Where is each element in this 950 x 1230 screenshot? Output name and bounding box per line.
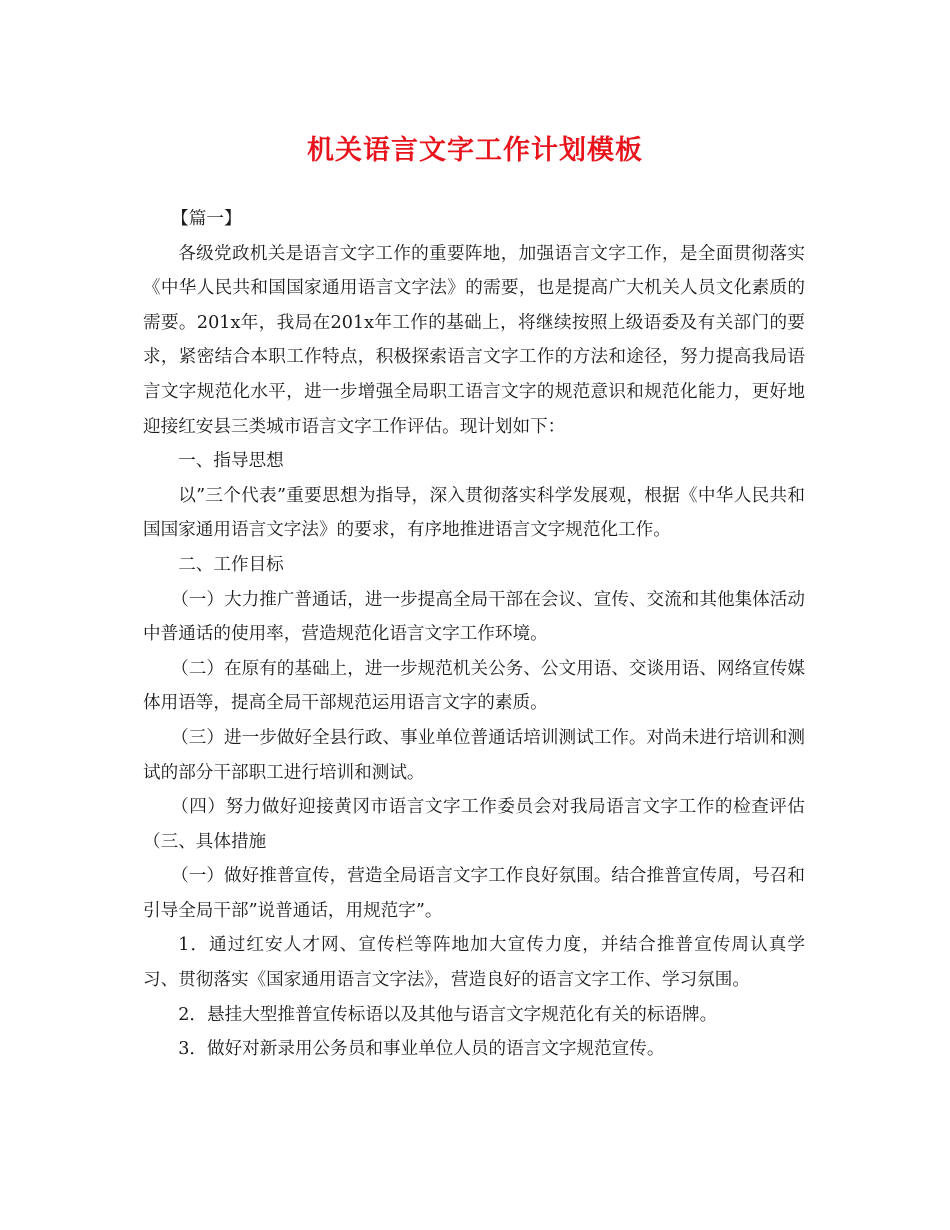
measure-sub-2: 2．悬挂大型推普宣传标语以及其他与语言文字规范化有关的标语牌。: [178, 1004, 718, 1025]
heading-work-goals: 二、工作目标: [178, 554, 284, 575]
document-body: [143, 202, 805, 1067]
intro-paragraph: 各级党政机关是语言文字工作的重要阵地，加强语言文字工作，是全面贯彻落实《中华人民共和国国家通用语言文字法》的需要，也是提高广大机关人员文化素质的需要。201x年，我局在201x年工作的基础上，将继续按照上级语委及有关部门的要求，紧密结合本职工作特点，积极探索语言文字工作的方法和途径，努力提高我局语言文字规范化水平，进一步增强全局职工语言文字的规范意识和规范化能力，更好地迎接红安县三类城市语言文字工作评估。现计划如下：: [143, 243, 805, 437]
measure-sub-3: 3．做好对新录用公务员和事业单位人员的语言文字规范宣传。: [178, 1039, 665, 1060]
guiding-thought-paragraph: 以”三个代表”重要思想为指导，深入贯彻落实科学发展观，根据《中华人民共和国国家通用语言文字法》的要求，有序地推进语言文字规范化工作。: [143, 485, 805, 541]
document-title: 机关语言文字工作计划模板: [307, 135, 643, 166]
goal-item-1: （一）大力推广普通话，进一步提高全局干部在会议、宣传、交流和其他集体活动中普通话的使用率，营造规范化语言文字工作环境。: [143, 589, 805, 645]
goal-item-4: （四）努力做好迎接黄冈市语言文字工作委员会对我局语言文字工作的检查评估（三、具体措施: [143, 797, 805, 852]
goal-item-3: （三）进一步做好全县行政、事业单位普通话培训测试工作。对尚未进行培训和测试的部分干部职工进行培训和测试。: [143, 727, 805, 783]
section-heading-part-one: 【篇一】: [171, 209, 242, 229]
goal-item-2: （二）在原有的基础上，进一步规范机关公务、公文用语、交谈用语、网络宣传媒体用语等，提高全局干部规范运用语言文字的素质。: [143, 658, 805, 714]
heading-guiding-thought: 一、指导思想: [178, 451, 284, 472]
measure-item-1: （一）做好推普宣传，营造全局语言文字工作良好氛围。结合推普宣传周，号召和引导全局干部”说普通话，用规范字”。: [143, 866, 805, 921]
measure-sub-1: 1．通过红安人才网、宣传栏等阵地加大宣传力度，并结合推普宣传周认真学习、贯彻落实《国家通用语言文字法》，营造良好的语言文字工作、学习氛围。: [143, 935, 805, 991]
